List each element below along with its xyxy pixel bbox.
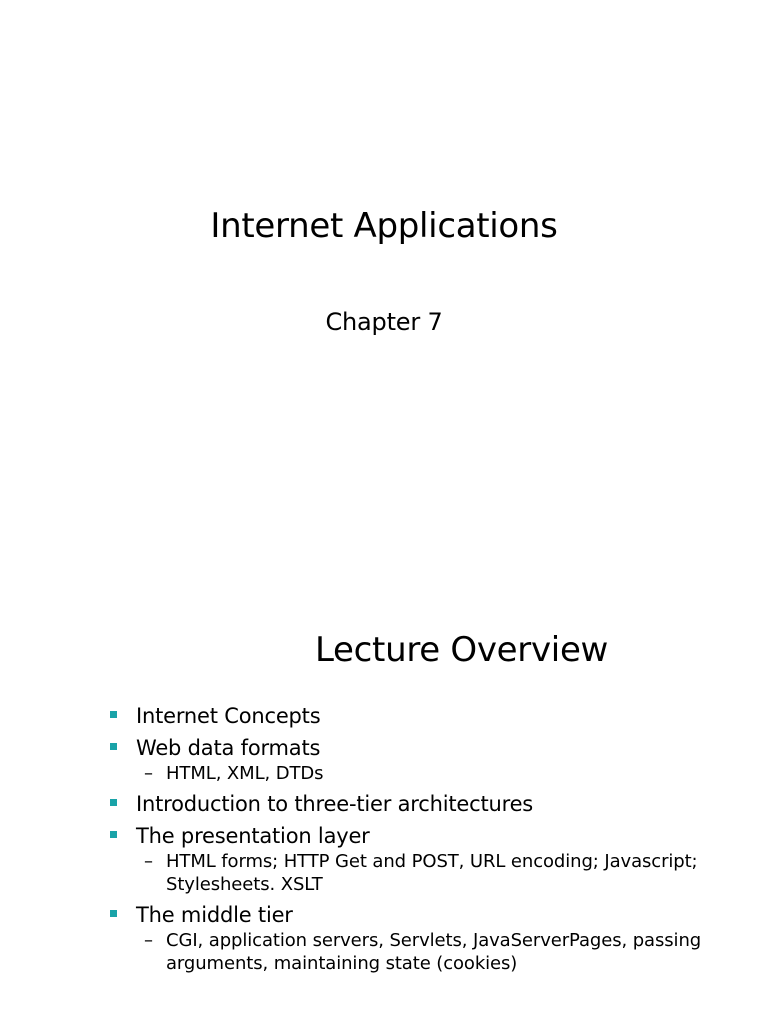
bullet-text: The middle tier <box>136 903 293 927</box>
bullet-item <box>110 788 750 820</box>
square-bullet-icon <box>110 910 117 917</box>
bullet-item <box>110 820 750 852</box>
slide-subtitle: Chapter 7 <box>325 308 443 336</box>
sub-bullet-item <box>110 762 750 785</box>
bullet-text: The presentation layer <box>136 824 370 848</box>
bullet-text: Internet Concepts <box>136 704 321 728</box>
square-bullet-icon <box>110 711 117 718</box>
slide-title: Internet Applications <box>210 206 558 246</box>
sub-bullet-text: HTML forms; HTTP Get and POST, URL encoding; Javascript; Stylesheets. XSLT <box>166 851 698 895</box>
dash-icon: – <box>144 763 153 784</box>
sub-bullet-text: HTML, XML, DTDs <box>166 763 324 784</box>
bullet-text: Introduction to three-tier architectures <box>136 792 534 816</box>
dash-icon: – <box>144 851 153 872</box>
square-bullet-icon <box>110 831 117 838</box>
dash-icon: – <box>144 930 153 951</box>
bullet-item <box>110 732 750 764</box>
sub-bullet-item <box>110 929 750 975</box>
square-bullet-icon <box>110 743 117 750</box>
sub-bullet-item <box>110 850 750 896</box>
overview-title: Lecture Overview <box>315 630 609 670</box>
bullet-text: Web data formats <box>136 736 321 760</box>
bullet-list <box>110 700 750 978</box>
overview-slide <box>0 560 768 1024</box>
bullet-item <box>110 700 750 732</box>
sub-bullet-text: CGI, application servers, Servlets, JavaServerPages, passing arguments, maintaining state (cookies) <box>166 930 702 974</box>
bullet-item <box>110 899 750 931</box>
square-bullet-icon <box>110 799 117 806</box>
